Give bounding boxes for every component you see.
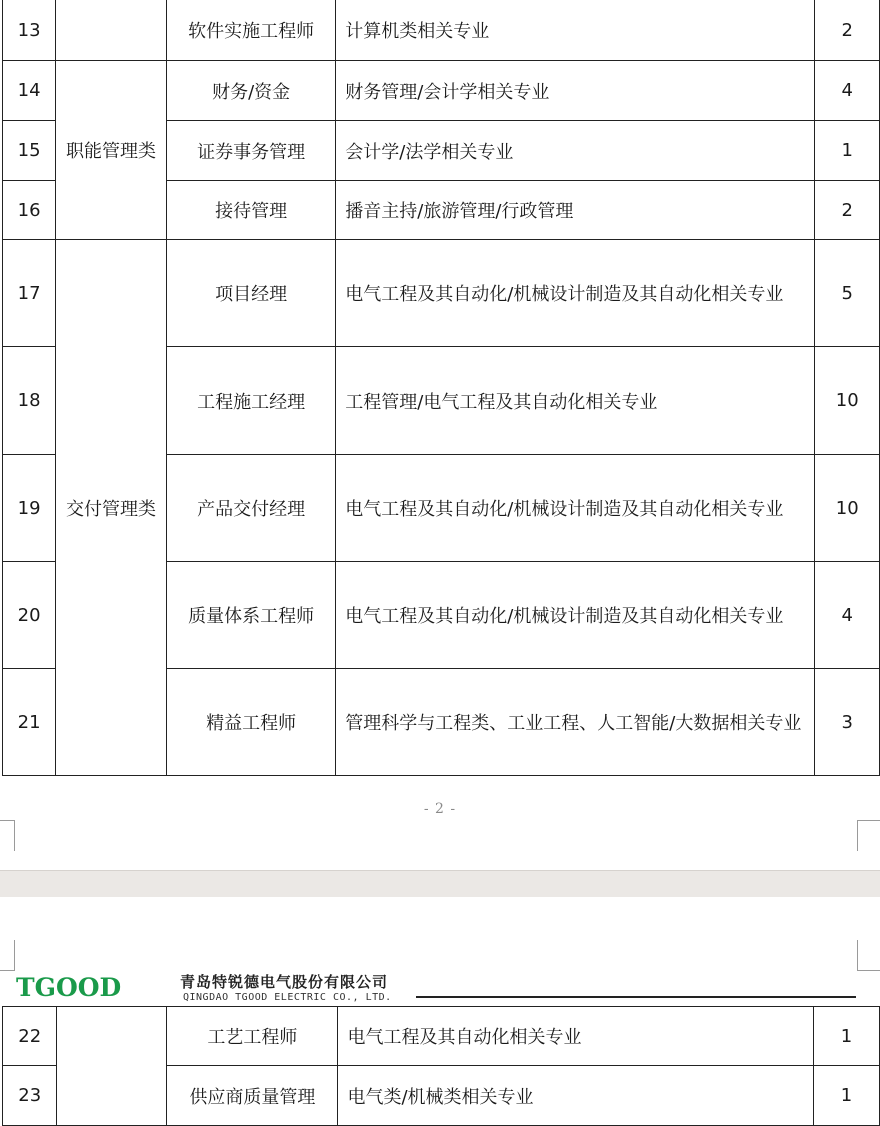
- count-cell: 4: [815, 562, 880, 669]
- company-name-english: QINGDAO TGOOD ELECTRIC CO., LTD.: [183, 992, 392, 1003]
- count-cell: 1: [814, 1066, 880, 1126]
- major-cell: 电气工程及其自动化/机械设计制造及其自动化相关专业: [336, 562, 815, 669]
- major-cell: 会计学/法学相关专业: [336, 121, 815, 181]
- table-row: [3, 61, 880, 121]
- position-cell: 接待管理: [166, 181, 335, 240]
- recruitment-table-page-3: [2, 1006, 880, 1126]
- count-cell: 2: [815, 0, 880, 61]
- count-cell: 1: [815, 121, 880, 181]
- count-cell: 5: [815, 240, 880, 347]
- position-cell: 财务/资金: [166, 61, 335, 121]
- major-cell: 播音主持/旅游管理/行政管理: [336, 181, 815, 240]
- major-cell: 财务管理/会计学相关专业: [336, 61, 815, 121]
- position-cell: 工艺工程师: [167, 1007, 338, 1066]
- row-number: 13: [3, 0, 56, 61]
- crop-mark-top-left: [0, 940, 15, 971]
- count-cell: 1: [814, 1007, 880, 1066]
- row-number: 17: [3, 240, 56, 347]
- major-cell: 工程管理/电气工程及其自动化相关专业: [336, 347, 815, 455]
- row-number: 23: [3, 1066, 57, 1126]
- page-bottom-margin: [0, 777, 880, 870]
- category-cell: 交付管理类: [56, 240, 167, 776]
- crop-mark-top-right: [857, 940, 880, 971]
- company-name-chinese: 青岛特锐德电气股份有限公司: [180, 973, 389, 991]
- row-number: 22: [3, 1007, 57, 1066]
- row-number: 20: [3, 562, 56, 669]
- row-number: 18: [3, 347, 56, 455]
- category-cell: 职能管理类: [56, 61, 167, 240]
- position-cell: 质量体系工程师: [166, 562, 335, 669]
- row-number: 15: [3, 121, 56, 181]
- position-cell: 软件实施工程师: [166, 0, 335, 61]
- position-cell: 证券事务管理: [166, 121, 335, 181]
- major-cell: 计算机类相关专业: [336, 0, 815, 61]
- position-cell: 精益工程师: [166, 669, 335, 776]
- category-cell: [56, 0, 167, 61]
- row-number: 19: [3, 455, 56, 562]
- count-cell: 3: [815, 669, 880, 776]
- page-separator: [0, 870, 880, 898]
- row-number: 16: [3, 181, 56, 240]
- major-cell: 电气工程及其自动化相关专业: [338, 1007, 814, 1066]
- header-rule: [416, 996, 856, 998]
- recruitment-table-page-2: [2, 0, 880, 776]
- table-row: [3, 0, 880, 61]
- crop-mark-bottom-left: [0, 820, 15, 851]
- count-cell: 10: [815, 347, 880, 455]
- page-number: - 2 -: [423, 801, 457, 817]
- count-cell: 10: [815, 455, 880, 562]
- page-top-margin: [0, 897, 880, 1006]
- tgood-logo: TGOOD: [16, 973, 122, 1002]
- major-cell: 电气工程及其自动化/机械设计制造及其自动化相关专业: [336, 455, 815, 562]
- major-cell: 电气工程及其自动化/机械设计制造及其自动化相关专业: [336, 240, 815, 347]
- position-cell: 产品交付经理: [166, 455, 335, 562]
- count-cell: 4: [815, 61, 880, 121]
- row-number: 14: [3, 61, 56, 121]
- position-cell: 项目经理: [166, 240, 335, 347]
- category-cell: [57, 1007, 167, 1126]
- count-cell: 2: [815, 181, 880, 240]
- position-cell: 供应商质量管理: [167, 1066, 338, 1126]
- position-cell: 工程施工经理: [166, 347, 335, 455]
- row-number: 21: [3, 669, 56, 776]
- table-row: [3, 1007, 880, 1066]
- major-cell: 管理科学与工程类、工业工程、人工智能/大数据相关专业: [336, 669, 815, 776]
- table-row: [3, 240, 880, 347]
- major-cell: 电气类/机械类相关专业: [338, 1066, 814, 1126]
- crop-mark-bottom-right: [857, 820, 880, 851]
